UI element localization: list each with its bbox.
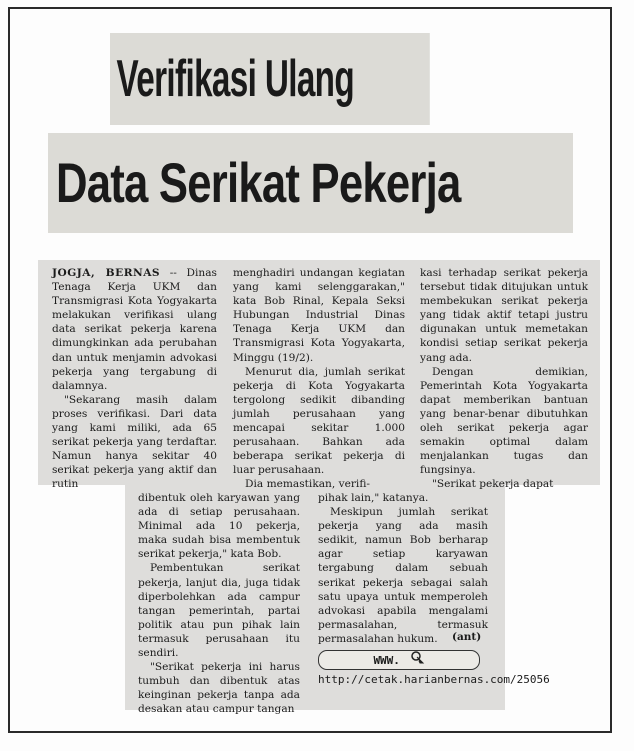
paragraph: Pembentukan serikat pekerja, lanjut dia, juga tidak diperbolehkan ada campur tangan pemerintah, partai politik atau pun pihak lain termasuk perusahaan itu sendiri. <box>138 562 300 660</box>
paragraph: Dengan demikian, Pemerintah Kota Yogyakarta dapat memberikan bantuan yang benar-benar dibutuhkan oleh serikat pekerja agar semakin optimal dalam menjalankan tugas dan fungsinya. <box>420 365 588 477</box>
article-column-3 <box>420 266 588 492</box>
headline-line-1: Verifikasi Ulang <box>110 33 430 125</box>
paragraph: Menurut dia, jumlah serikat pekerja di Kota Yogyakarta tergolong sedikit dibanding jumlah perusahaan yang mencapai sekitar 1.000 perusahaan. Bahkan ada beberapa serikat pekerja di luar perusahaan. <box>233 365 405 477</box>
article-column-1 <box>52 266 217 492</box>
web-badge[interactable] <box>318 650 480 670</box>
dateline: JOGJA, BERNAS <box>52 267 161 279</box>
paragraph: dibentuk oleh karyawan yang ada di setiap perusahaan. Minimal ada 10 pekerja, maka sudah bisa membentuk serikat pekerja," kata Bob. <box>138 492 300 561</box>
article-column-5 <box>318 491 488 646</box>
paragraph: "Serikat pekerja ini harus tumbuh dan dibentuk atas keinginan pekerja tanpa ada desakan atau campur tangan <box>138 661 300 716</box>
paragraph: "Serikat pekerja dapat <box>432 478 554 491</box>
article-column-2 <box>233 266 405 492</box>
paragraph: "Sekarang masih dalam proses verifikasi. Dari data yang kami miliki, ada 65 serikat pekerja yang terdaftar. Namun hanya sekitar 40 serikat pekerja yang aktif dan rutin <box>52 393 217 491</box>
paragraph: menghadiri undangan kegiatan yang kami selenggarakan," kata Bob Rinal, Kepala Seksi Hubungan Industrial Dinas Tenaga Kerja UKM dan Transmigrasi Kota Yogyakarta, Minggu (19/2). <box>233 267 405 364</box>
paragraph: Meskipun jumlah serikat pekerja yang ada masih sedikit, namun Bob berharap agar setiap karyawan tergabung dalam sebuah serikat pekerja sebagai salah satu upaya untuk memperoleh advokasi apabila mengalami permasalahan, termasuk permasalahan hukum. <box>318 506 488 645</box>
article-signature: (ant) <box>452 631 482 643</box>
web-badge-label: WWW. <box>373 654 400 667</box>
headline-line-2: Data Serikat Pekerja <box>48 133 573 233</box>
article-column-4 <box>138 491 300 717</box>
article-url-link[interactable]: http://cetak.harianbernas.com/25056 <box>318 673 550 686</box>
paragraph: kasi terhadap serikat pekerja tersebut tidak ditujukan untuk membekukan serikat pekerja yang tidak aktif tetapi justru digunakan untuk memetakan kondisi setiap serikat pekerja yang ada. <box>420 267 588 364</box>
paragraph: JOGJA, BERNAS -- Dinas Tenaga Kerja UKM dan Transmigrasi Kota Yogyakarta melakukan verifikasi ulang data serikat pekerja karena dimungkinkan ada perubahan dan untuk menjamin advokasi pekerja yang tergabung di dalamnya. <box>52 267 217 392</box>
paragraph: Dia memastikan, verifi- <box>245 478 370 491</box>
paragraph: pihak lain," katanya. <box>318 492 429 504</box>
cursor-hand-icon <box>411 651 425 671</box>
